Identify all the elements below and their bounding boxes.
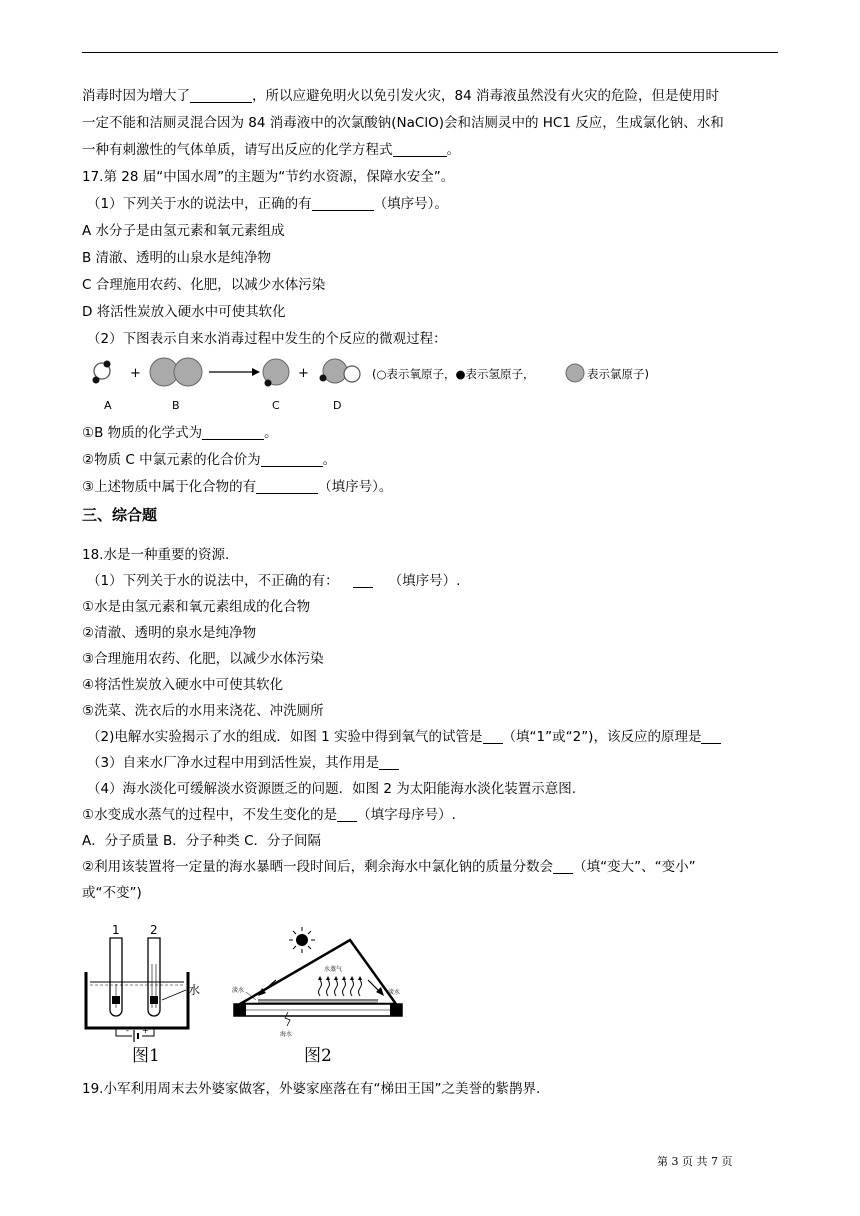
option-line: D 将活性炭放入硬水中可使其软化: [82, 304, 286, 320]
answer-blank[interactable]: [261, 452, 323, 467]
chlorine-legend-icon: [566, 364, 584, 382]
molecule-b: [150, 358, 202, 386]
figure-1-electrolysis: [82, 924, 222, 1046]
answer-blank[interactable]: [701, 729, 721, 744]
text-line: ③上述物质中属于化合物的有 （填序号）。: [82, 479, 393, 495]
answer-blank[interactable]: [337, 807, 357, 822]
text-line: 或“不变”): [82, 885, 142, 901]
answer-blank[interactable]: [393, 142, 447, 157]
text-line: （2)电解水实验揭示了水的组成．如图 1 实验中得到氧气的试管是 （填“1”或“2”)，该反应的原理是: [87, 728, 721, 746]
glass-cover: [240, 940, 396, 1004]
page-footer: 第 3 页 共 7 页: [657, 1155, 733, 1168]
text-line: 一定不能和洁厕灵混合因为 84 消毒液中的次氯酸钠(NaClO)会和洁厕灵中的 HC1 反应，生成氯化钠、水和: [82, 115, 724, 131]
question-17-title: 17.第 28 届“中国水周”的主题为“节约水资源，保障水安全”。: [82, 169, 455, 185]
list-item: ④将活性炭放入硬水中可使其软化: [82, 677, 284, 693]
answer-blank[interactable]: [190, 88, 252, 103]
option-line: A 水分子是由氢元素和氧元素组成: [82, 223, 285, 239]
molecule-a: [93, 361, 111, 384]
text-line: （1）下列关于水的说法中，不正确的有： （填序号）.: [87, 573, 461, 589]
answer-blank[interactable]: [553, 859, 573, 874]
text-line: （1）下列关于水的说法中，正确的有 （填序号）。: [87, 196, 448, 212]
test-tube-2: [148, 938, 160, 1016]
text-line: （2）下图表示自来水消毒过程中发生的个反应的微观过程：: [87, 331, 447, 347]
list-item: ⑤洗菜、洗衣后的水用来浇花、冲洗厕所: [82, 703, 324, 719]
plus-sign: +: [298, 366, 309, 381]
fresh-water-right-label: 淡水: [388, 989, 401, 996]
figure-2-desalination: [228, 924, 416, 1046]
figure-2-caption: 图2: [304, 1046, 332, 1066]
answer-blank[interactable]: [483, 729, 503, 744]
label-c: C: [272, 399, 280, 412]
question-19-title: 19.小军利用周末去外婆家做客，外婆家座落在有“梯田王国”之美誉的紫鹊界.: [82, 1081, 541, 1097]
diagram-legend: (○表示氧原子，●表示氢原子，: [372, 367, 535, 381]
list-item: ③合理施用农药、化肥，以减少水体污染: [82, 651, 324, 667]
molecule-d: [320, 359, 361, 383]
reaction-micro-diagram: [82, 352, 682, 416]
tube-2-label: 2: [150, 924, 158, 937]
diagram-legend-end: 表示氯原子): [587, 367, 649, 381]
text-line: 消毒时因为增大了 ，所以应避免明火以免引发火灾，84 消毒液虽然没有火灾的危险，但是使用时: [82, 88, 719, 104]
question-18-title: 18.水是一种重要的资源.: [82, 547, 230, 563]
label-a: A: [104, 399, 112, 412]
plus-sign: +: [130, 366, 141, 381]
fresh-water-left-label: 淡水: [232, 987, 245, 994]
answer-blank[interactable]: [353, 573, 373, 588]
molecule-c: [263, 359, 289, 387]
svg-text:-: -: [126, 1026, 129, 1035]
text-line: （4）海水淡化可缓解淡水资源匮乏的问题．如图 2 为太阳能海水淡化装置示意图.: [87, 781, 577, 797]
figure-1-caption: 图1: [132, 1046, 160, 1066]
arrow-head: [252, 368, 260, 376]
sea-water-label: 海水: [280, 1031, 293, 1038]
option-line: A．分子质量 B．分子种类 C．分子间隔: [82, 833, 322, 849]
svg-text:+: +: [142, 1026, 149, 1035]
list-item: ②清澈、透明的泉水是纯净物: [82, 625, 257, 641]
water-label: 水: [188, 983, 201, 997]
text-line: 一种有刺激性的气体单质，请写出反应的化学方程式 。: [82, 142, 460, 158]
option-line: C 合理施用农药、化肥，以减少水体污染: [82, 277, 326, 293]
list-item: ①水是由氢元素和氧元素组成的化合物: [82, 599, 311, 615]
text-line: ②物质 C 中氯元素的化合价为 。: [82, 452, 337, 468]
water-trough: [86, 972, 188, 1028]
electrode-2: [150, 996, 158, 1004]
option-line: B 清澈、透明的山泉水是纯净物: [82, 250, 272, 266]
sun-icon: [289, 927, 315, 953]
header-rule: [82, 52, 778, 53]
text-line: ①水变成水蒸气的过程中，不发生变化的是 （填字母序号）.: [82, 807, 456, 823]
tube-1-label: 1: [112, 924, 120, 937]
vapor-arrows: [319, 980, 362, 996]
text-line: （3）自来水厂净水过程中用到活性炭，其作用是: [87, 754, 399, 772]
answer-blank[interactable]: [202, 425, 264, 440]
section-heading: 三、综合题: [82, 506, 158, 524]
answer-blank[interactable]: [312, 196, 374, 211]
vapor-label: 水蒸气: [324, 966, 343, 973]
answer-blank[interactable]: [379, 755, 399, 770]
answer-blank[interactable]: [256, 479, 318, 494]
text-line: ②利用该装置将一定量的海水暴晒一段时间后，剩余海水中氯化钠的质量分数会 （填“变大”、“变小”: [82, 859, 696, 875]
text-line: ①B 物质的化学式为 。: [82, 425, 278, 441]
label-b: B: [172, 399, 180, 412]
label-d: D: [333, 399, 342, 412]
electrode-1: [112, 996, 120, 1004]
